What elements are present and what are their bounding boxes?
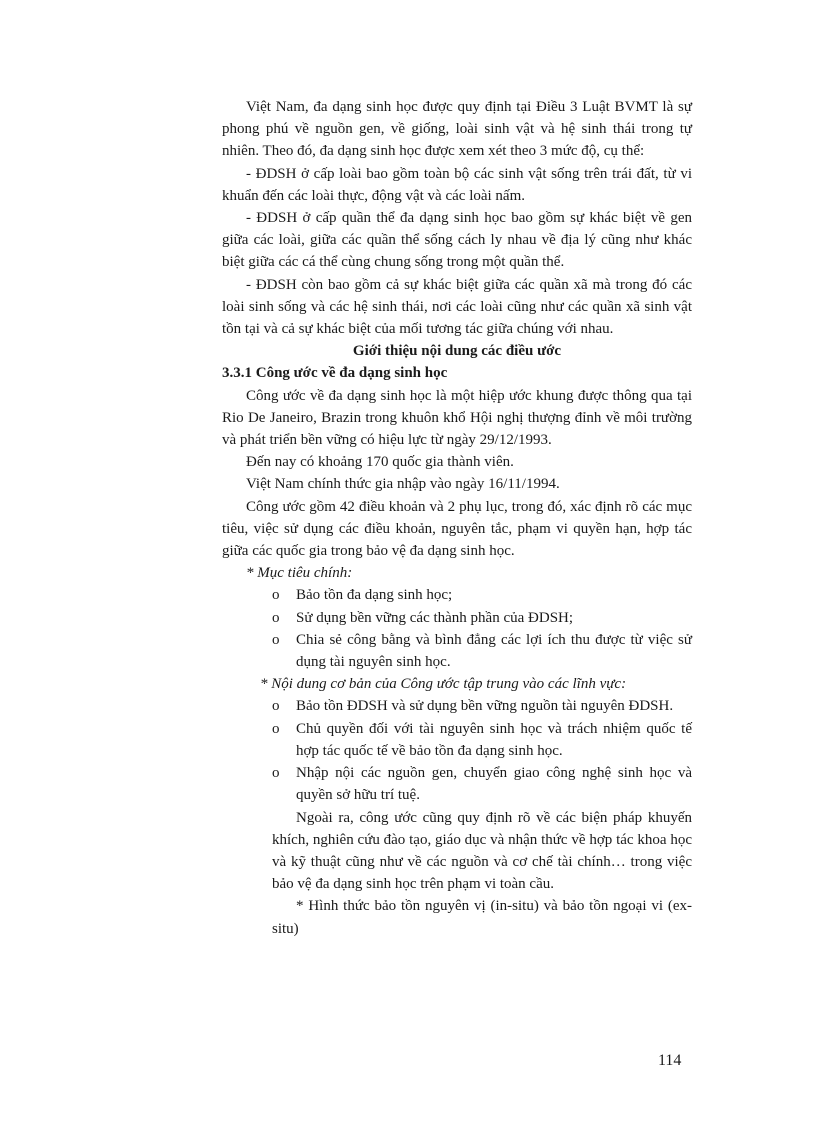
- section-heading: 3.3.1 Công ước về đa dạng sinh học: [222, 365, 448, 382]
- paragraph-conservation-forms: * Hình thức bảo tồn nguyên vị (in-situ) và bảo tồn ngoại vi (ex-situ): [272, 898, 692, 937]
- page-number: 114: [658, 1052, 682, 1069]
- paragraph-population-level: - ĐDSH ở cấp quần thể đa dạng sinh học bao gồm sự khác biệt về gen giữa các loài, giữa các quần thể sống cách ly nhau về địa lý cũng như khác biệt giữa các cá thể cùng chung sống trong một quần thể.: [222, 210, 692, 271]
- paragraph-members: Đến nay có khoảng 170 quốc gia thành viên.: [246, 454, 514, 471]
- list-item-text: Nhập nội các nguồn gen, chuyển giao công nghệ sinh học và quyền sở hữu trí tuệ.: [296, 765, 692, 804]
- goals-title: * Mục tiêu chính:: [246, 565, 353, 582]
- bullet-icon: o: [272, 609, 280, 626]
- content-title: * Nội dung cơ bản của Công ước tập trung vào các lĩnh vực:: [260, 676, 627, 693]
- list-item-text: Sử dụng bền vững các thành phần của ĐDSH;: [296, 609, 574, 626]
- paragraph-articles: Công ước gồm 42 điều khoản và 2 phụ lục, trong đó, xác định rõ các mục tiêu, việc sử dụng các điều khoản, nguyên tắc, phạm vi quyền hạn, hợp tác giữa các quốc gia trong bảo vệ đa dạng sinh học.: [222, 498, 692, 560]
- paragraph-species-level: - ĐDSH ở cấp loài bao gồm toàn bộ các sinh vật sống trên trái đất, từ vi khuẩn đến các loài thực, động vật và các loài nấm.: [222, 165, 692, 204]
- list-item: [222, 718, 692, 762]
- list-item-text: Bảo tồn đa dạng sinh học;: [296, 587, 453, 604]
- bullet-icon: o: [272, 765, 280, 782]
- paragraph-intro: Việt Nam, đa dạng sinh học được quy định tại Điều 3 Luật BVMT là sự phong phú về nguồn gen, về giống, loài sinh vật và hệ sinh thái trong tự nhiên. Theo đó, đa dạng sinh học được xem xét theo 3 mức độ, cụ thể:: [222, 99, 692, 160]
- list-item: [222, 695, 692, 717]
- list-item-text: Chia sẻ công bằng và bình đẳng các lợi ích thu được từ việc sử dụng tài nguyên sinh học.: [296, 631, 692, 671]
- list-item: [222, 607, 692, 629]
- list-item: [222, 584, 692, 606]
- paragraph-convention-intro: Công ước về đa dạng sinh học là một hiệp ước khung được thông qua tại Rio De Janeiro, Brazin trong khuôn khổ Hội nghị thượng đỉnh về môi trường và phát triển bền vững có hiệu lực từ ngày 29/12/1993.: [222, 387, 692, 449]
- paragraph-community-level: - ĐDSH còn bao gồm cả sự khác biệt giữa các quần xã mà trong đó các loài sinh sống và các hệ sinh thái, nơi các loài cũng như các quần xã sinh vật tồn tại và cả sự khác biệt của mối tương tác giữa chúng với nhau.: [222, 276, 692, 338]
- section-title: Giới thiệu nội dung các điều ước: [352, 343, 562, 360]
- paragraph-vietnam-join: Việt Nam chính thức gia nhập vào ngày 16/11/1994.: [246, 476, 560, 493]
- bullet-icon: o: [272, 587, 280, 604]
- bullet-icon: o: [272, 631, 280, 648]
- list-item: [222, 762, 692, 806]
- bullet-icon: o: [272, 698, 280, 715]
- list-item-text: Chủ quyền đối với tài nguyên sinh học và trách nhiệm quốc tế hợp tác quốc tế về bảo tồn đa dạng sinh học.: [296, 720, 692, 759]
- list-item: [222, 629, 692, 673]
- document-page: [222, 96, 692, 940]
- bullet-icon: o: [272, 720, 280, 737]
- list-item-text: Bảo tồn ĐDSH và sử dụng bền vững nguồn tài nguyên ĐDSH.: [296, 698, 674, 715]
- paragraph-other-measures: Ngoài ra, công ước cũng quy định rõ về các biện pháp khuyến khích, nghiên cứu đào tạo, giáo dục và nhận thức về hợp tác khoa học và kỹ thuật cũng như về các nguồn và cơ chế tài chính… trong việc bảo vệ đa dạng sinh học trên phạm vi toàn cầu.: [272, 809, 692, 893]
